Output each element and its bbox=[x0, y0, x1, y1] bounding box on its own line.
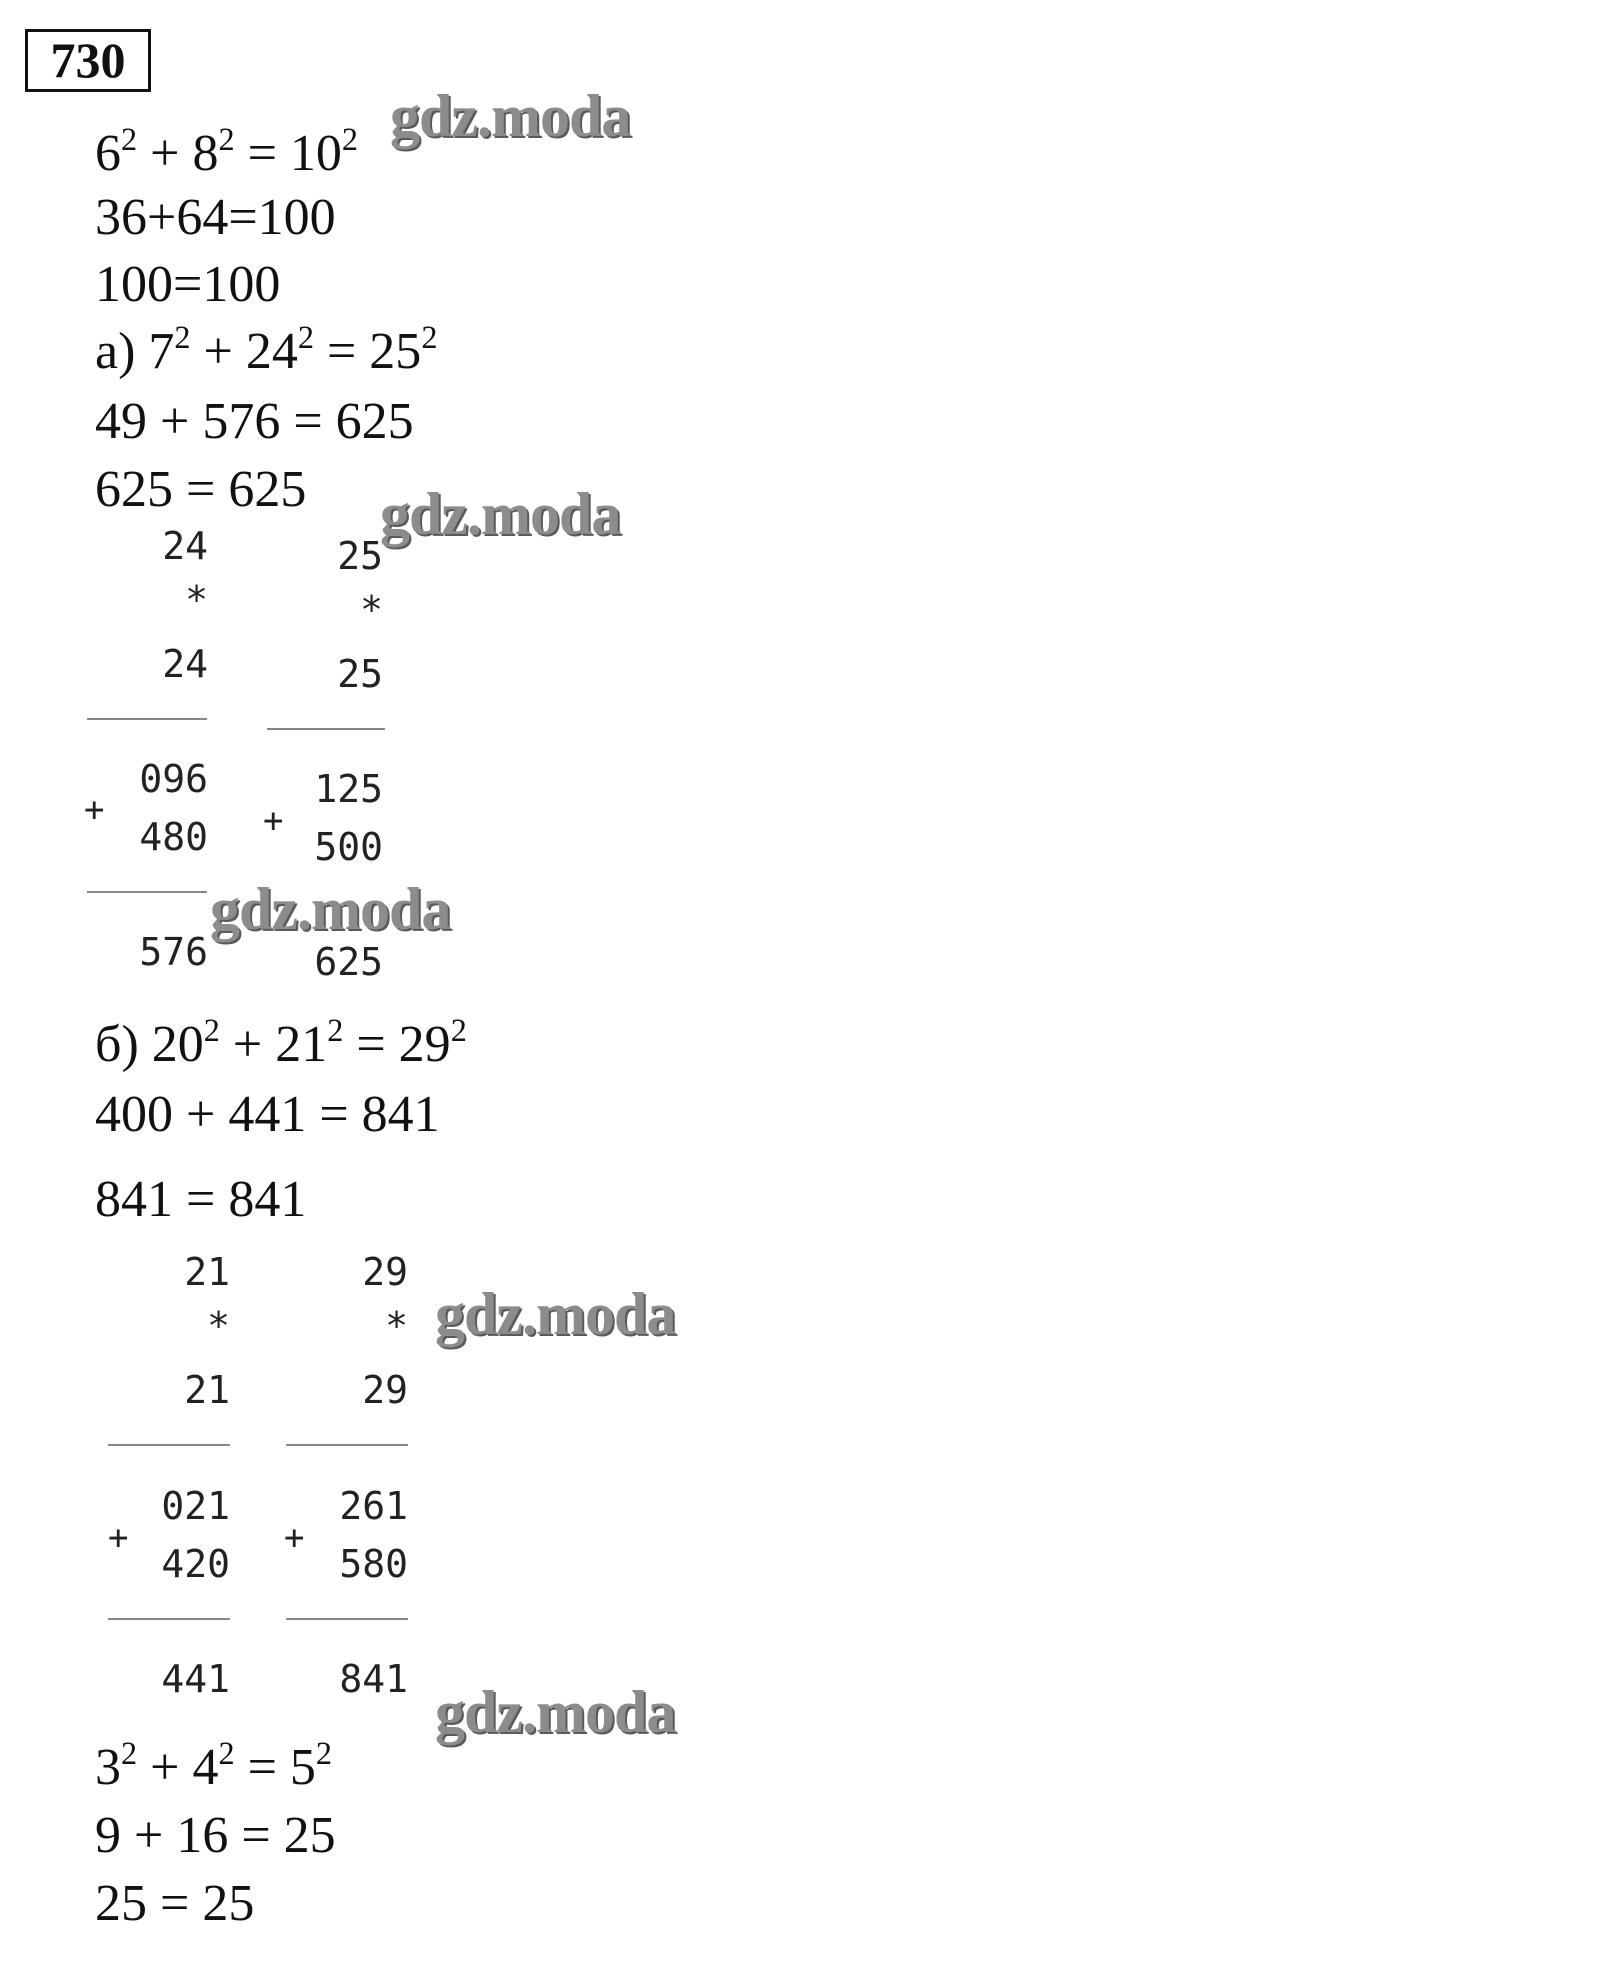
watermark: gdz.moda bbox=[435, 1679, 676, 1745]
calc-a2-plus: + bbox=[263, 801, 284, 841]
calc-a1-top: 24 bbox=[162, 524, 208, 568]
calc-b1-partial1: 021 bbox=[161, 1484, 230, 1528]
calc-b2-rule2 bbox=[286, 1618, 408, 1620]
calc-b1-result: 441 bbox=[161, 1657, 230, 1701]
part-b-check: 841 = 841 bbox=[95, 1171, 307, 1228]
task-number: 730 bbox=[25, 29, 151, 92]
calc-b2-partial2: 580 bbox=[339, 1542, 408, 1586]
calc-b1-plus: + bbox=[108, 1518, 129, 1558]
part-b-sum: 400 + 441 = 841 bbox=[95, 1086, 440, 1143]
calc-b1-rule2 bbox=[108, 1618, 230, 1620]
watermark: gdz.moda bbox=[435, 1281, 676, 1347]
calc-b1-top: 21 bbox=[184, 1250, 230, 1294]
calc-a2-result: 625 bbox=[314, 940, 383, 984]
part-c-equation: $3^2 + 4^2 = 5^2$ bbox=[95, 1735, 333, 1796]
part-b-equation: б) $20^2 + 21^2 = 29^2$ bbox=[95, 1012, 467, 1073]
intro-equation: $6^2 + 8^2 = 10^2$ bbox=[95, 121, 359, 182]
calc-a2-top: 25 bbox=[337, 534, 383, 578]
calc-b1-partial2: 420 bbox=[161, 1542, 230, 1586]
part-a-equation: а) $7^2 + 24^2 = 25^2$ bbox=[95, 319, 438, 380]
intro-check: 100=100 bbox=[95, 256, 281, 313]
calc-b1-op: * bbox=[207, 1304, 230, 1348]
calc-a2-partial2: 500 bbox=[314, 825, 383, 869]
part-a-sum: 49 + 576 = 625 bbox=[95, 393, 414, 450]
calc-b1-bottom: 21 bbox=[184, 1368, 230, 1412]
calc-a1-rule bbox=[87, 718, 207, 720]
watermark: gdz.moda bbox=[210, 876, 451, 942]
calc-b2-top: 29 bbox=[362, 1250, 408, 1294]
calc-a2-partial1: 125 bbox=[314, 767, 383, 811]
intro-sum: 36+64=100 bbox=[95, 189, 336, 246]
part-c-check: 25 = 25 bbox=[95, 1875, 255, 1932]
calc-a1-partial2: 480 bbox=[139, 815, 208, 859]
calc-b1-rule bbox=[108, 1444, 230, 1446]
calc-b2-op: * bbox=[385, 1304, 408, 1348]
calc-b2-bottom: 29 bbox=[362, 1368, 408, 1412]
calc-b2-rule bbox=[286, 1444, 408, 1446]
calc-b2-partial1: 261 bbox=[339, 1484, 408, 1528]
calc-a2-op: * bbox=[360, 588, 383, 632]
calc-a1-op: * bbox=[185, 578, 208, 622]
watermark: gdz.moda bbox=[380, 481, 621, 547]
calc-b2-result: 841 bbox=[339, 1657, 408, 1701]
calc-a2-rule bbox=[267, 728, 385, 730]
calc-a1-bottom: 24 bbox=[162, 642, 208, 686]
calc-b2-plus: + bbox=[284, 1518, 305, 1558]
part-a-check: 625 = 625 bbox=[95, 461, 307, 518]
calc-a1-partial1: 096 bbox=[139, 757, 208, 801]
calc-a2-bottom: 25 bbox=[337, 652, 383, 696]
calc-a1-result: 576 bbox=[139, 930, 208, 974]
part-c-sum: 9 + 16 = 25 bbox=[95, 1807, 336, 1864]
calc-a1-plus: + bbox=[84, 790, 105, 830]
calc-a1-rule2 bbox=[87, 891, 207, 893]
watermark: gdz.moda bbox=[390, 83, 631, 149]
